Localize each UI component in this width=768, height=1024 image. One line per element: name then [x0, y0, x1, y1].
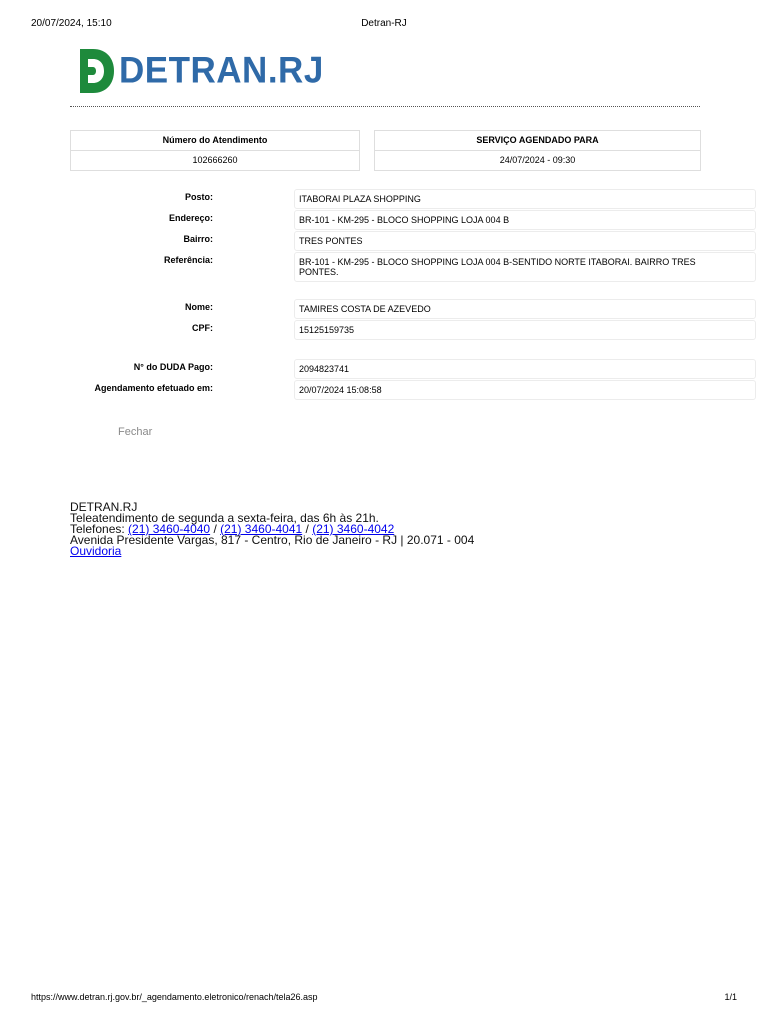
posto-row — [70, 189, 688, 209]
phones-label: Telefones: — [70, 522, 125, 536]
logo-text: DETRAN.RJ — [119, 50, 324, 91]
duda-row — [70, 359, 688, 379]
site-footer — [70, 502, 474, 557]
fechar-button[interactable]: Fechar — [118, 426, 153, 438]
atendimento-value: 102666260 — [192, 155, 238, 165]
agendamento-label: Agendamento efetuado em: — [94, 383, 213, 393]
phone-separator: / — [210, 522, 221, 536]
posto-value: ITABORAI PLAZA SHOPPING — [294, 189, 756, 209]
duda-label: N° do DUDA Pago: — [133, 362, 213, 372]
phone-link-1[interactable]: (21) 3460-4040 — [128, 522, 211, 536]
endereco-value: BR-101 - KM-295 - BLOCO SHOPPING LOJA 004 B — [294, 210, 756, 230]
divider — [70, 106, 700, 107]
cpf-label: CPF: — [192, 323, 213, 333]
nome-row — [70, 299, 688, 319]
cpf-value: 15125159735 — [294, 320, 756, 340]
servico-value: 24/07/2024 - 09:30 — [499, 155, 576, 165]
detran-logo-icon — [80, 49, 114, 93]
nome-label: Nome: — [184, 302, 213, 312]
referencia-value: BR-101 - KM-295 - BLOCO SHOPPING LOJA 004 B-SENTIDO NORTE ITABORAI. BAIRRO TRES PONTES. — [294, 252, 756, 282]
detran-logo — [80, 48, 324, 94]
print-url: https://www.detran.rj.gov.br/_agendamento.eletronico/renach/tela26.asp — [31, 992, 318, 1002]
nome-value: TAMIRES COSTA DE AZEVEDO — [294, 299, 756, 319]
endereco-row — [70, 210, 688, 230]
posto-label: Posto: — [185, 192, 213, 202]
bairro-row — [70, 231, 688, 251]
agendamento-row — [70, 380, 688, 400]
print-page-number: 1/1 — [724, 992, 737, 1002]
servico-label: SERVIÇO AGENDADO PARA — [375, 131, 700, 151]
duda-value: 2094823741 — [294, 359, 756, 379]
endereco-label: Endereço: — [168, 213, 213, 223]
agendamento-value: 20/07/2024 15:08:58 — [294, 380, 756, 400]
footer-address: Avenida Presidente Vargas, 817 - Centro, Rio de Janeiro - RJ | 20.071 - 004 — [70, 533, 475, 547]
print-header — [31, 18, 737, 32]
bairro-value: TRES PONTES — [294, 231, 756, 251]
print-title: Detran-RJ — [361, 18, 407, 29]
phone-link-3[interactable]: (21) 3460-4042 — [312, 522, 395, 536]
ouvidoria-link[interactable]: Ouvidoria — [70, 544, 122, 558]
servico-box — [374, 130, 701, 171]
print-date: 20/07/2024, 15:10 — [31, 18, 112, 29]
atendimento-box — [70, 130, 360, 171]
footer-hours: Teleatendimento de segunda a sexta-feira, das 6h às 21h. — [70, 511, 379, 525]
cpf-row — [70, 320, 688, 340]
phone-link-2[interactable]: (21) 3460-4041 — [220, 522, 303, 536]
atendimento-label: Número do Atendimento — [71, 131, 359, 151]
bairro-label: Bairro: — [183, 234, 213, 244]
phone-separator: / — [302, 522, 313, 536]
footer-org: DETRAN.RJ — [70, 500, 138, 514]
referencia-label: Referência: — [163, 255, 213, 265]
print-footer — [31, 992, 737, 1006]
referencia-row — [70, 252, 696, 282]
